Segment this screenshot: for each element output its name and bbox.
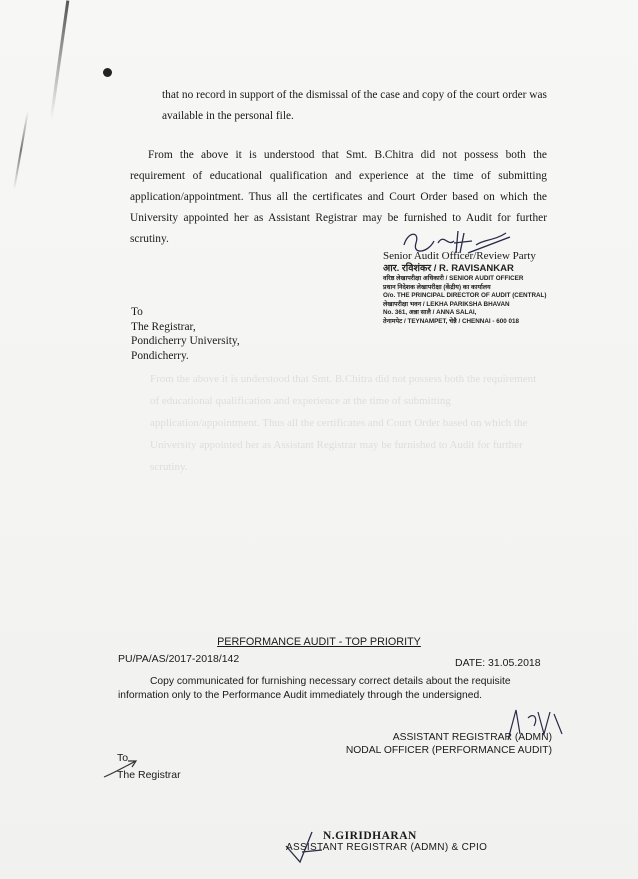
to-label: To <box>117 752 129 764</box>
stamp-line: O/o. THE PRINCIPAL DIRECTOR OF AUDIT (CENTRAL) <box>383 292 547 300</box>
letter-paragraph-1: that no record in support of the dismissal of the case and copy of the court order was available in the personal file. <box>162 89 547 123</box>
stamp-line: प्रधान निदेशक लेखापरीक्षा (केंद्रीय) का कार्यालय <box>383 283 491 291</box>
endorsement-heading: PERFORMANCE AUDIT - TOP PRIORITY <box>217 636 421 648</box>
officer-line: NODAL OFFICER (PERFORMANCE AUDIT) <box>345 745 552 756</box>
endorsement-date: DATE: 31.05.2018 <box>455 657 541 669</box>
signer-designation: ASSISTANT REGISTRAR (ADMN) & CPIO <box>286 842 488 853</box>
scan-edge-mark <box>50 0 70 119</box>
stamp-line: No. 361, अन्ना सालै / ANNA SALAI, <box>383 309 477 317</box>
cpio-block <box>286 830 487 853</box>
signer-name: N.GIRIDHARAN <box>323 830 417 842</box>
bleed-through-text: From the above it is understood that Smt. B.Chitra did not possess both the requirement of educational qualification and experience at the time of submitting application/appointment. Thus all the certificates and Court Order based on which the University appointed her as Assistant Registrar may be furnished to Audit for further scrutiny. <box>150 373 537 473</box>
letter-paragraph-2: From the above it is understood that Smt. B.Chitra did not possess both the requirement of educational qualification and experience at the time of submitting application/appointment. Thus all the certificates and Court Order based on which the University appointed her as Assistant Registrar may be furnished to Audit for further scrutiny. <box>130 149 547 246</box>
stamp-line: वरिष्ठ लेखापरीक्षा अधिकारी / SENIOR AUDIT OFFICER <box>383 275 524 282</box>
official-stamp <box>383 262 583 327</box>
recipient-line: Pondicherry. <box>131 349 189 362</box>
signatory-title: Senior Audit Officer/Review Party <box>383 250 536 262</box>
stamp-line: लेखापरीक्षा भवन / LEKHA PARIKSHA BHAVAN <box>383 300 510 308</box>
stamp-name: आर. रविशंकर / R. RAVISANKAR <box>383 263 514 274</box>
stamp-line: तेनामपेट / TEYNAMPET, चेन्नै / CHENNAI - 600 018 <box>383 317 519 325</box>
nodal-officer-block <box>346 731 552 757</box>
recipient-address <box>131 305 240 363</box>
endorsement-body: Copy communicated for furnishing necessary correct details about the requisite information only to the Performance Audit immediately through the undersigned. <box>118 676 511 701</box>
recipient-line: The Registrar, <box>131 320 196 333</box>
punch-hole <box>103 68 112 77</box>
officer-line: ASSISTANT REGISTRAR (ADMN) <box>392 732 552 743</box>
reference-number: PU/PA/AS/2017-2018/142 <box>118 653 240 665</box>
scan-edge-mark <box>13 110 29 189</box>
signature-block <box>383 250 583 327</box>
endorsement-recipient <box>117 750 181 784</box>
to-label: To <box>131 306 143 318</box>
recipient-line: The Registrar <box>117 769 181 781</box>
recipient-line: Pondicherry University, <box>131 335 240 347</box>
